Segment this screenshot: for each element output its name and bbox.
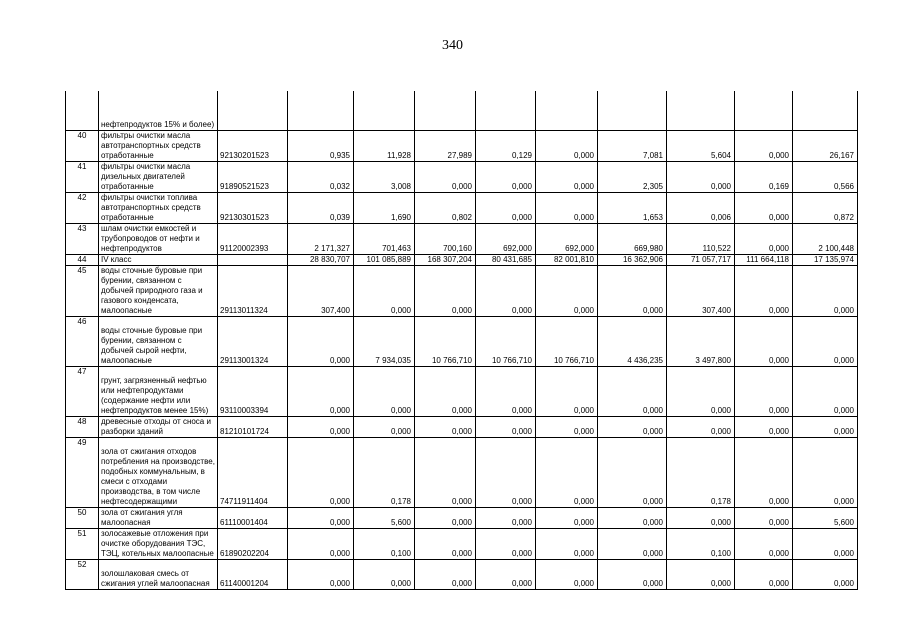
value-cell: 0,000: [667, 161, 735, 192]
value-cell: 0,000: [354, 559, 415, 589]
value-cell: 2 171,327: [288, 223, 354, 254]
table-row: [66, 223, 858, 254]
value-cell: 0,000: [735, 559, 793, 589]
table-row: [66, 366, 858, 416]
value-cell: 3 497,800: [667, 316, 735, 366]
value-cell: 26,167: [793, 130, 858, 161]
value-cell: 0,000: [288, 528, 354, 559]
value-cell: 0,129: [476, 130, 536, 161]
value-cell: 0,000: [793, 437, 858, 507]
table-row: [66, 130, 858, 161]
waste-code-cell: [218, 254, 288, 265]
waste-code-cell: 29113001324: [218, 316, 288, 366]
row-number-cell: 40: [66, 130, 99, 161]
value-cell: 0,000: [536, 366, 598, 416]
waste-name-cell: грунт, загрязненный нефтью или нефтепродуктами (содержание нефти или нефтепродуктов менее 15%): [99, 366, 218, 416]
value-cell: 168 307,204: [415, 254, 476, 265]
value-cell: 692,000: [476, 223, 536, 254]
row-number-cell: 46: [66, 316, 99, 366]
waste-name-cell: золосажевые отложения при очистке оборудования ТЭС, ТЭЦ, котельных малоопасные: [99, 528, 218, 559]
row-number-cell: 47: [66, 366, 99, 416]
value-cell: 71 057,717: [667, 254, 735, 265]
table-row: [66, 254, 858, 265]
value-cell: 0,000: [354, 416, 415, 437]
value-cell: 0,000: [735, 316, 793, 366]
value-cell: 307,400: [667, 265, 735, 316]
table-row: [66, 437, 858, 507]
value-cell: 0,000: [476, 437, 536, 507]
value-cell: 0,000: [415, 528, 476, 559]
table-row: [66, 507, 858, 528]
value-cell: 0,000: [288, 366, 354, 416]
value-cell: 0,000: [667, 559, 735, 589]
value-cell: 0,802: [415, 192, 476, 223]
value-cell: 0,000: [476, 161, 536, 192]
value-cell: 0,000: [735, 528, 793, 559]
waste-name-cell: зола от сжигания отходов потребления на производстве, подобных коммунальным, в смеси с отходами производства, в том числе нефтесодержащими: [99, 437, 218, 507]
table-row: [66, 416, 858, 437]
value-cell: 0,000: [476, 528, 536, 559]
waste-name-cell: воды сточные буровые при бурении, связанном с добычей сырой нефти, малоопасные: [99, 316, 218, 366]
value-cell: 27,989: [415, 130, 476, 161]
value-cell: 2 100,448: [793, 223, 858, 254]
waste-code-cell: 92130201523: [218, 130, 288, 161]
waste-name-cell: воды сточные буровые при бурении, связанном с добычей природного газа и газового конденсата, малоопасные: [99, 265, 218, 316]
page-number: 340: [442, 38, 463, 53]
value-cell: 0,000: [476, 265, 536, 316]
value-cell: 0,000: [598, 416, 667, 437]
value-cell: 0,000: [476, 366, 536, 416]
waste-name-cell: нефтепродуктов 15% и более): [99, 91, 218, 130]
value-cell: 701,463: [354, 223, 415, 254]
row-number-cell: 52: [66, 559, 99, 589]
row-number-cell: 43: [66, 223, 99, 254]
waste-code-cell: 91890521523: [218, 161, 288, 192]
value-cell: 0,000: [536, 507, 598, 528]
value-cell: 10 766,710: [476, 316, 536, 366]
value-cell: 0,000: [793, 559, 858, 589]
row-number-cell: 42: [66, 192, 99, 223]
waste-name-cell: зола от сжигания угля малоопасная: [99, 507, 218, 528]
row-number-cell: 49: [66, 437, 99, 507]
table-row: [66, 316, 858, 366]
value-cell: 0,000: [536, 161, 598, 192]
value-cell: 307,400: [288, 265, 354, 316]
value-cell: 17 135,974: [793, 254, 858, 265]
value-cell: [735, 91, 793, 130]
value-cell: [354, 91, 415, 130]
value-cell: 82 001,810: [536, 254, 598, 265]
value-cell: 0,000: [793, 265, 858, 316]
value-cell: 0,000: [793, 316, 858, 366]
value-cell: 11,928: [354, 130, 415, 161]
value-cell: 10 766,710: [536, 316, 598, 366]
value-cell: 0,100: [354, 528, 415, 559]
value-cell: 0,000: [354, 366, 415, 416]
value-cell: 0,935: [288, 130, 354, 161]
waste-name-cell: шлам очистки емкостей и трубопроводов от нефти и нефтепродуктов: [99, 223, 218, 254]
value-cell: 80 431,685: [476, 254, 536, 265]
table-row: [66, 528, 858, 559]
value-cell: 0,000: [598, 507, 667, 528]
value-cell: 111 664,118: [735, 254, 793, 265]
value-cell: 0,000: [793, 528, 858, 559]
value-cell: 0,000: [598, 559, 667, 589]
waste-name-cell: фильтры очистки масла дизельных двигателей отработанные: [99, 161, 218, 192]
row-number-cell: 51: [66, 528, 99, 559]
value-cell: 16 362,906: [598, 254, 667, 265]
waste-code-cell: 61110001404: [218, 507, 288, 528]
row-number-cell: 50: [66, 507, 99, 528]
value-cell: 0,000: [735, 130, 793, 161]
value-cell: 10 766,710: [415, 316, 476, 366]
value-cell: 3,008: [354, 161, 415, 192]
value-cell: 0,000: [536, 265, 598, 316]
table-row: [66, 91, 858, 130]
value-cell: 0,000: [735, 192, 793, 223]
value-cell: 692,000: [536, 223, 598, 254]
value-cell: 0,000: [415, 265, 476, 316]
row-number-cell: [66, 91, 99, 130]
table-row: [66, 192, 858, 223]
value-cell: 1,653: [598, 192, 667, 223]
row-number-cell: 45: [66, 265, 99, 316]
value-cell: 0,000: [415, 416, 476, 437]
value-cell: 0,000: [598, 265, 667, 316]
value-cell: 0,566: [793, 161, 858, 192]
table-row: [66, 265, 858, 316]
waste-name-cell: фильтры очистки масла автотранспортных средств отработанные: [99, 130, 218, 161]
value-cell: 0,032: [288, 161, 354, 192]
waste-code-cell: 29113011324: [218, 265, 288, 316]
value-cell: 7 934,035: [354, 316, 415, 366]
value-cell: 0,000: [536, 559, 598, 589]
value-cell: 1,690: [354, 192, 415, 223]
value-cell: 0,000: [667, 507, 735, 528]
value-cell: 5,600: [354, 507, 415, 528]
row-number-cell: 48: [66, 416, 99, 437]
value-cell: 0,000: [415, 366, 476, 416]
value-cell: 2,305: [598, 161, 667, 192]
value-cell: 7,081: [598, 130, 667, 161]
value-cell: 0,000: [288, 437, 354, 507]
value-cell: 0,000: [476, 507, 536, 528]
value-cell: [536, 91, 598, 130]
value-cell: 0,000: [536, 192, 598, 223]
value-cell: [598, 91, 667, 130]
value-cell: 0,169: [735, 161, 793, 192]
value-cell: [793, 91, 858, 130]
value-cell: 0,000: [735, 223, 793, 254]
value-cell: 5,604: [667, 130, 735, 161]
value-cell: [288, 91, 354, 130]
waste-code-cell: 93110003394: [218, 366, 288, 416]
waste-name-cell: золошлаковая смесь от сжигания углей малоопасная: [99, 559, 218, 589]
waste-code-cell: 92130301523: [218, 192, 288, 223]
value-cell: 0,178: [667, 437, 735, 507]
value-cell: 0,000: [415, 161, 476, 192]
value-cell: 0,000: [735, 366, 793, 416]
value-cell: 28 830,707: [288, 254, 354, 265]
value-cell: 4 436,235: [598, 316, 667, 366]
value-cell: 0,872: [793, 192, 858, 223]
waste-code-cell: [218, 91, 288, 130]
value-cell: 0,000: [667, 366, 735, 416]
waste-code-cell: 74711911404: [218, 437, 288, 507]
waste-code-cell: 61890202204: [218, 528, 288, 559]
value-cell: [415, 91, 476, 130]
value-cell: 0,100: [667, 528, 735, 559]
value-cell: 0,000: [735, 437, 793, 507]
value-cell: 5,600: [793, 507, 858, 528]
row-number-cell: 44: [66, 254, 99, 265]
waste-name-cell: IV класс: [99, 254, 218, 265]
value-cell: 0,039: [288, 192, 354, 223]
value-cell: 0,000: [735, 265, 793, 316]
table-row: [66, 161, 858, 192]
value-cell: 0,000: [288, 559, 354, 589]
value-cell: 0,006: [667, 192, 735, 223]
value-cell: 0,000: [793, 366, 858, 416]
value-cell: 0,178: [354, 437, 415, 507]
value-cell: 0,000: [793, 416, 858, 437]
waste-code-cell: 91120002393: [218, 223, 288, 254]
value-cell: 0,000: [598, 528, 667, 559]
value-cell: 669,980: [598, 223, 667, 254]
table-row: [66, 559, 858, 589]
value-cell: 0,000: [536, 528, 598, 559]
value-cell: [667, 91, 735, 130]
waste-name-cell: древесные отходы от сноса и разборки зданий: [99, 416, 218, 437]
value-cell: 0,000: [536, 437, 598, 507]
value-cell: [476, 91, 536, 130]
value-cell: 101 085,889: [354, 254, 415, 265]
value-cell: 0,000: [415, 507, 476, 528]
value-cell: 700,160: [415, 223, 476, 254]
waste-table: [65, 91, 858, 590]
value-cell: 0,000: [598, 437, 667, 507]
waste-name-cell: фильтры очистки топлива автотранспортных средств отработанные: [99, 192, 218, 223]
value-cell: 0,000: [354, 265, 415, 316]
value-cell: 110,522: [667, 223, 735, 254]
value-cell: 0,000: [536, 130, 598, 161]
value-cell: 0,000: [667, 416, 735, 437]
value-cell: 0,000: [735, 416, 793, 437]
table-body: [66, 91, 858, 589]
row-number-cell: 41: [66, 161, 99, 192]
value-cell: 0,000: [735, 507, 793, 528]
value-cell: 0,000: [288, 416, 354, 437]
value-cell: 0,000: [476, 416, 536, 437]
value-cell: 0,000: [415, 437, 476, 507]
waste-code-cell: 81210101724: [218, 416, 288, 437]
value-cell: 0,000: [476, 559, 536, 589]
value-cell: 0,000: [288, 507, 354, 528]
value-cell: 0,000: [476, 192, 536, 223]
value-cell: 0,000: [598, 366, 667, 416]
value-cell: 0,000: [415, 559, 476, 589]
value-cell: 0,000: [288, 316, 354, 366]
value-cell: 0,000: [536, 416, 598, 437]
waste-code-cell: 61140001204: [218, 559, 288, 589]
